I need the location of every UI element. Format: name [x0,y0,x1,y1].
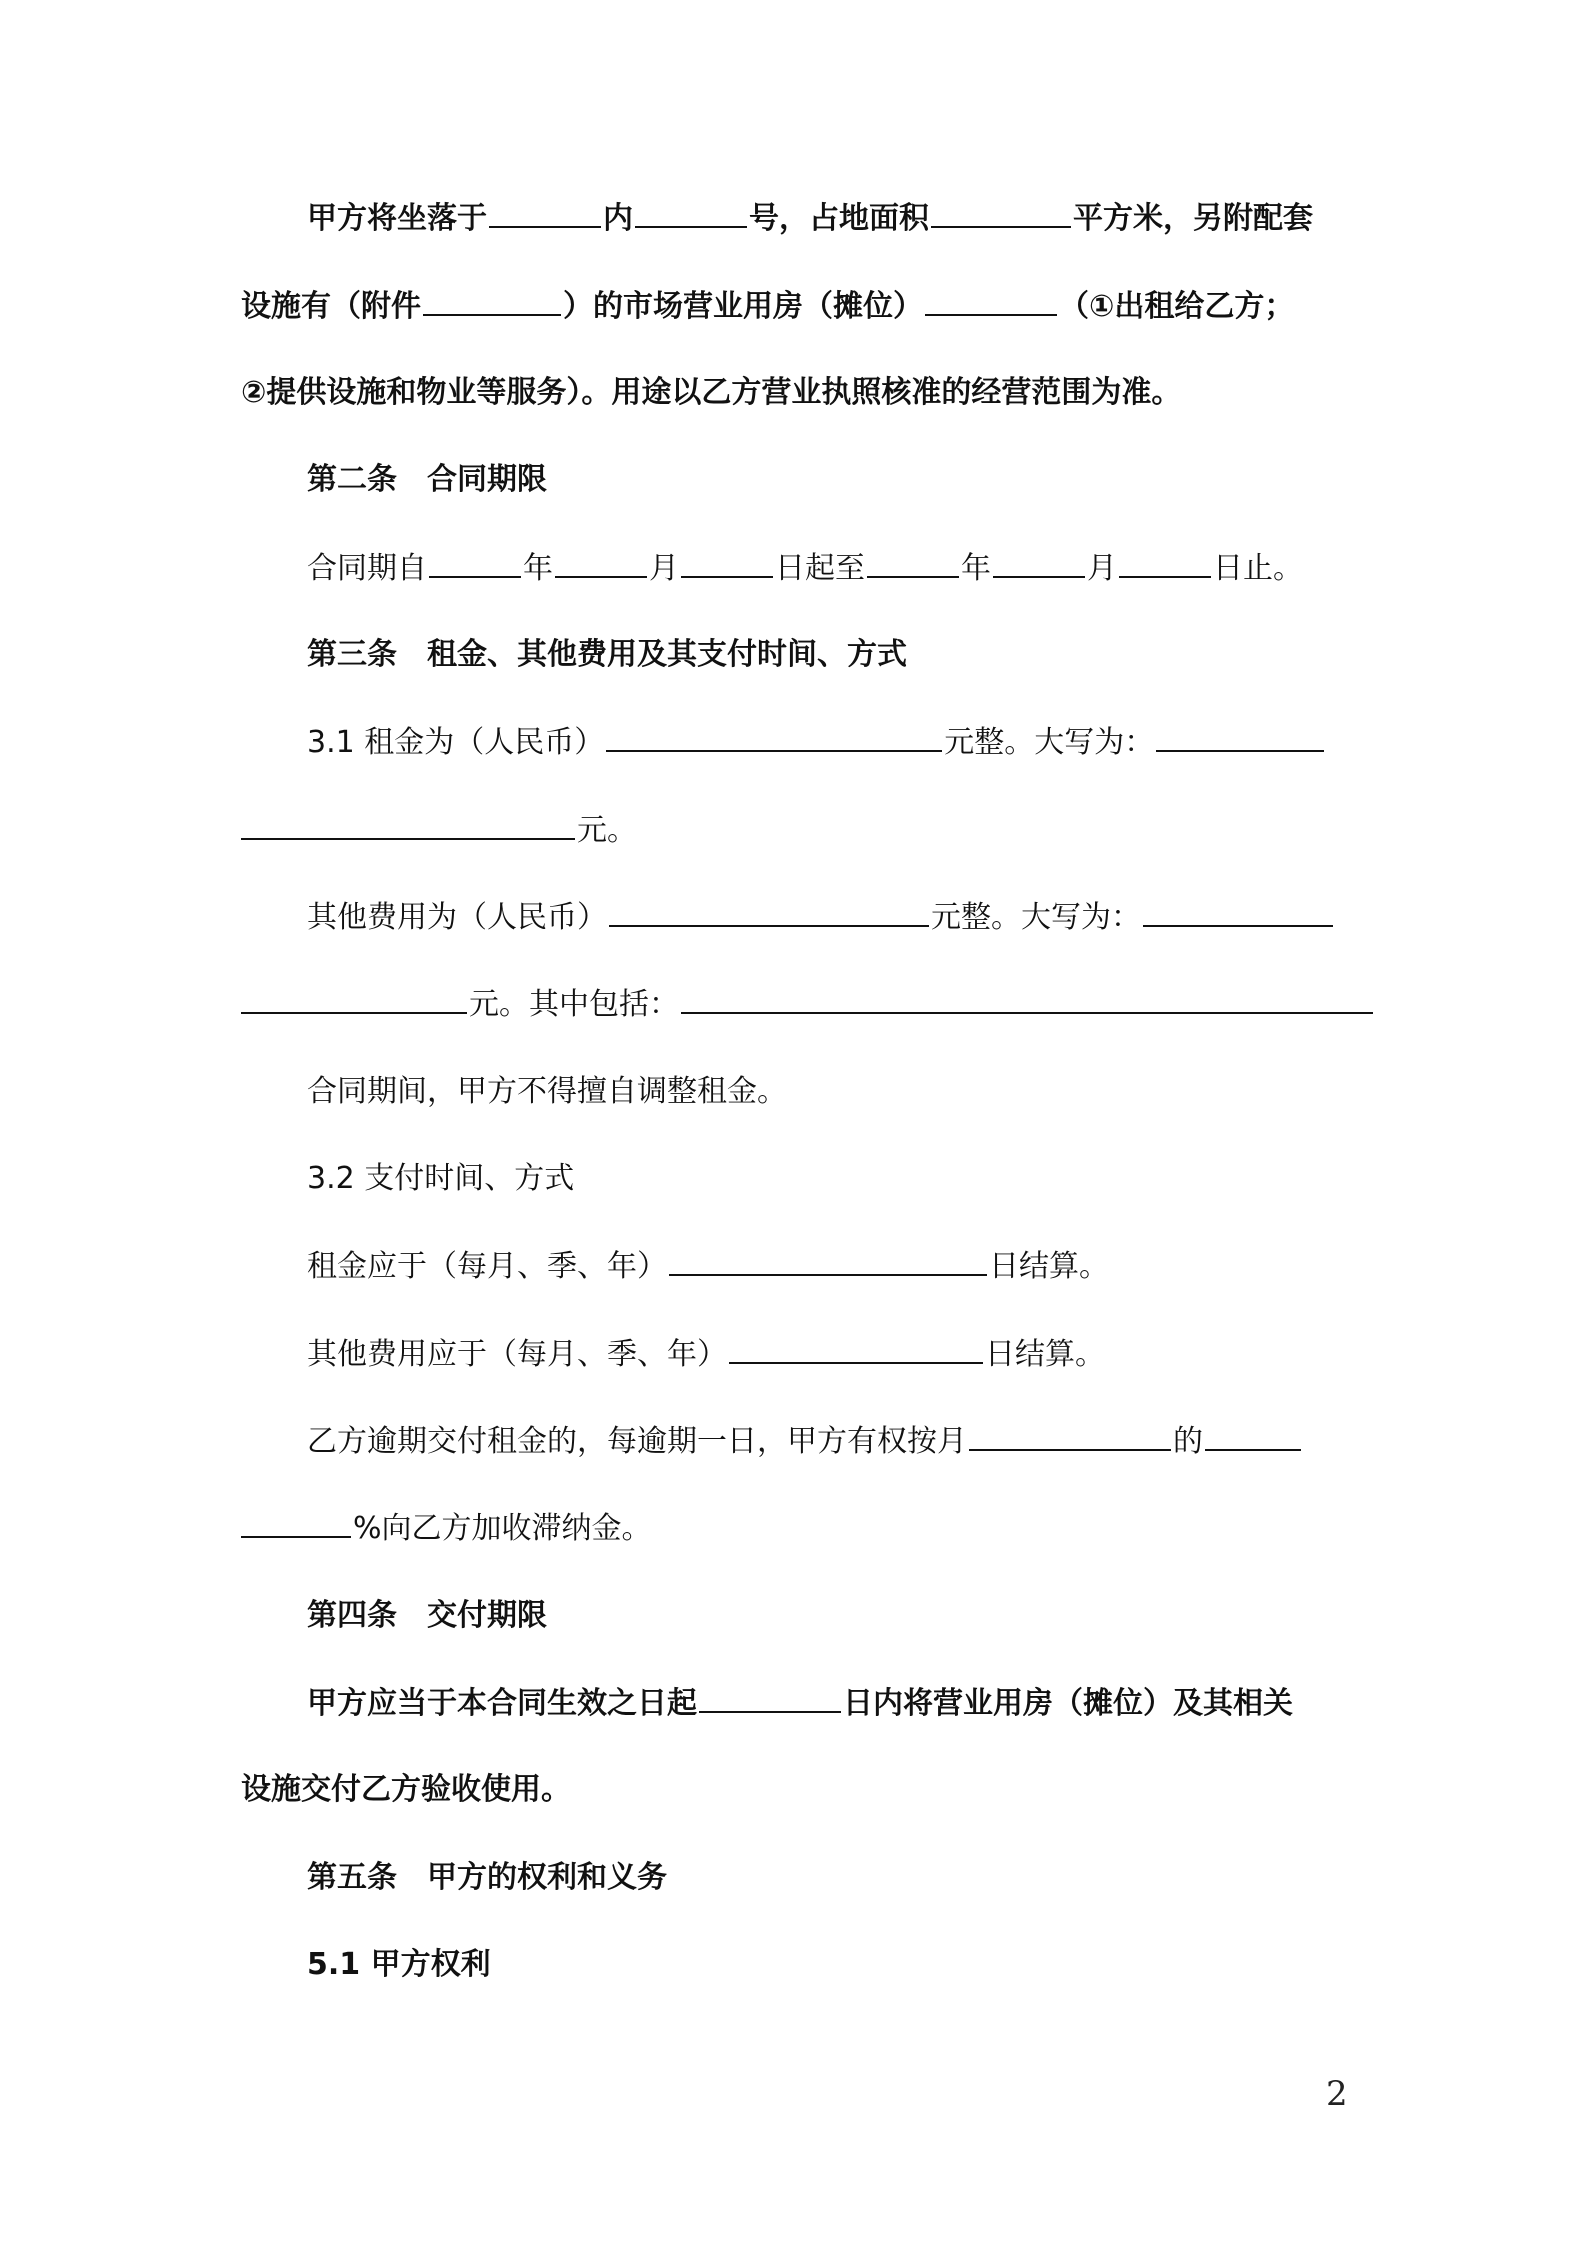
text-segment: 日结算。 [989,1249,1109,1284]
fill-blank[interactable] [241,1506,351,1538]
text-segment: 甲方将坐落于 [307,201,487,236]
fill-blank[interactable] [423,284,561,316]
text-segment: 日结算。 [985,1337,1105,1372]
text-segment: 甲方应当于本合同生效之日起 [307,1686,697,1721]
fill-blank[interactable] [1205,1419,1301,1451]
article-heading: 第三条 租金、其他费用及其支付时间、方式 [307,637,907,672]
fill-blank[interactable] [429,546,521,578]
text-segment: （①出租给乙方； [1059,289,1295,324]
section-heading: 5.1 甲方权利 [307,1947,491,1982]
text-segment: 其他费用应于（每月、季、年） [307,1337,727,1372]
fill-blank[interactable] [681,982,1373,1014]
fill-blank[interactable] [729,1332,983,1364]
text-segment: 的 [1173,1424,1203,1459]
paragraph-line [307,720,1326,764]
fill-blank[interactable] [609,895,929,927]
text-segment: 元整。大写为： [944,725,1155,760]
fill-blank[interactable] [669,1244,987,1276]
article-heading: 第五条 甲方的权利和义务 [307,1860,667,1895]
text-segment: 日起至 [775,551,865,586]
text-segment: 年 [961,551,991,586]
paragraph-line [307,1332,1105,1376]
fill-blank[interactable] [1156,720,1324,752]
paragraph-line [241,808,637,852]
fill-blank[interactable] [555,546,647,578]
text-segment: 设施有（附件 [241,289,421,324]
fill-blank[interactable] [635,196,747,228]
text-segment: 租金应于（每月、季、年） [307,1249,667,1284]
text-segment: 乙方逾期交付租金的，每逾期一日，甲方有权按月 [307,1424,967,1459]
paragraph-line: 合同期间，甲方不得擅自调整租金。 [307,1074,787,1109]
page-number: 2 [1326,2074,1348,2114]
fill-blank[interactable] [241,808,575,840]
text-segment: 内 [603,201,633,236]
paragraph-line: 设施交付乙方验收使用。 [241,1772,571,1807]
text-segment: 元。 [577,813,637,848]
article-heading: 第二条 合同期限 [307,462,547,497]
fill-blank[interactable] [489,196,601,228]
fill-blank[interactable] [867,546,959,578]
fill-blank[interactable] [931,196,1071,228]
text-segment: ）的市场营业用房（摊位） [563,289,923,324]
text-segment: %向乙方加收滞纳金。 [353,1511,652,1546]
text-segment: 其他费用为（人民币） [307,900,607,935]
section-heading: 3.2 支付时间、方式 [307,1161,575,1196]
text-segment: 合同期自 [307,551,427,586]
fill-blank[interactable] [1143,895,1333,927]
fill-blank[interactable] [993,546,1085,578]
paragraph-line [307,895,1335,939]
fill-blank[interactable] [606,720,942,752]
paragraph-line [307,1419,1303,1463]
text-segment: 日止。 [1213,551,1303,586]
paragraph-line [307,196,1313,240]
text-segment: 元整。大写为： [931,900,1141,935]
text-segment: 年 [523,551,553,586]
text-segment: 月 [1087,551,1117,586]
fill-blank[interactable] [925,284,1057,316]
text-segment: 日内将营业用房（摊位）及其相关 [843,1686,1293,1721]
paragraph-line [241,1506,652,1550]
text-segment: 平方米，另附配套 [1073,201,1313,236]
paragraph-line [241,982,1375,1026]
text-segment: 月 [649,551,679,586]
paragraph-line [241,284,1294,328]
fill-blank[interactable] [969,1419,1171,1451]
text-segment: 号，占地面积 [749,201,929,236]
fill-blank[interactable] [681,546,773,578]
article-heading: 第四条 交付期限 [307,1598,547,1633]
paragraph-line [307,1681,1293,1725]
paragraph-line: ②提供设施和物业等服务）。用途以乙方营业执照核准的经营范围为准。 [241,375,1182,410]
fill-blank[interactable] [699,1681,841,1713]
fill-blank[interactable] [241,982,467,1014]
text-segment: 元。其中包括： [469,987,679,1022]
paragraph-line [307,546,1303,590]
fill-blank[interactable] [1119,546,1211,578]
text-segment: 3.1 租金为（人民币） [307,725,605,760]
paragraph-line [307,1244,1109,1288]
